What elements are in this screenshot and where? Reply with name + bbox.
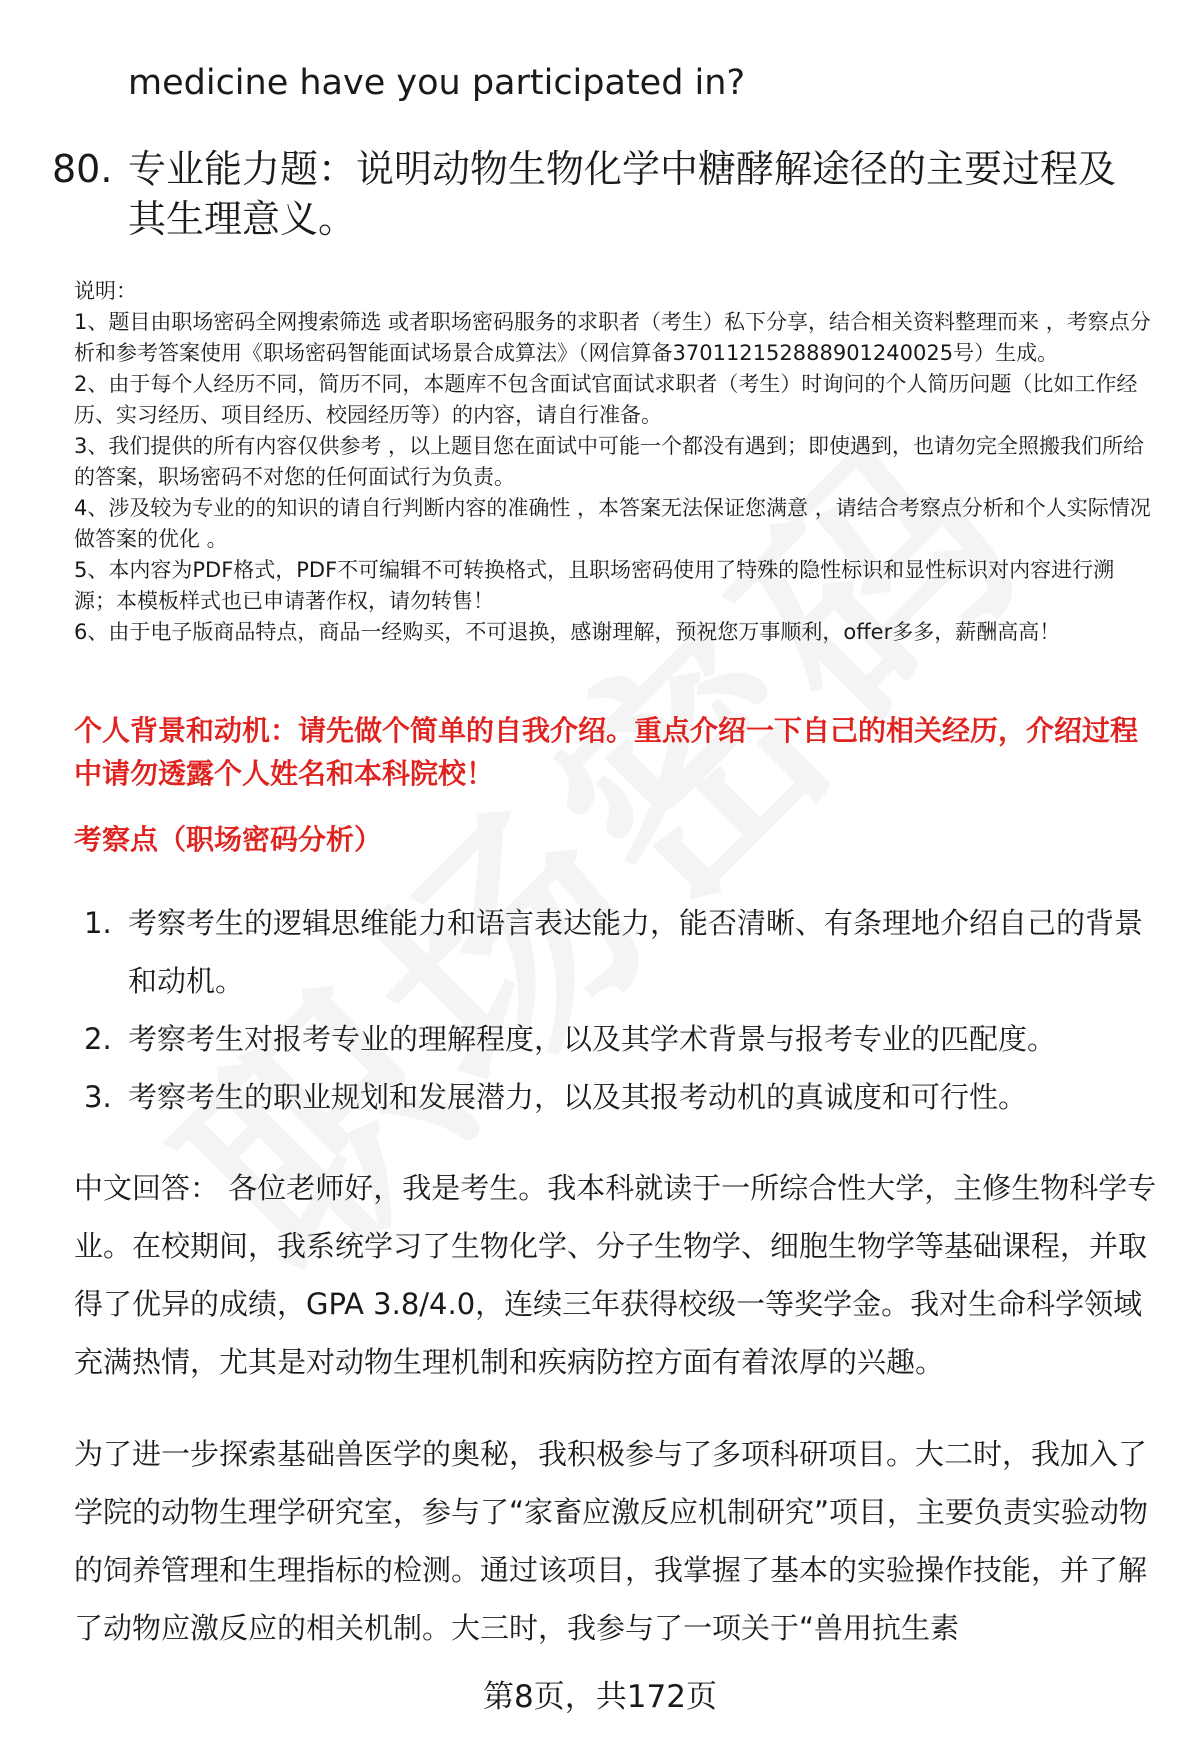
analysis-point	[74, 1010, 1154, 1068]
note-item: 1、题目由职场密码全网搜索筛选 或者职场密码服务的求职者（考生）私下分享，结合相关资料整理而来 ，考察点分析和参考答案使用《职场密码智能面试场景合成算法》（网信算备370112152888901240025号）生成。	[74, 310, 1151, 365]
analysis-point	[74, 1068, 1154, 1126]
note-item: 5、本内容为PDF格式，PDF不可编辑不可转换格式，且职场密码使用了特殊的隐性标识和显性标识对内容进行溯源；本模板样式也已申请著作权，请勿转售！	[74, 558, 1115, 613]
question-text: 专业能力题：说明动物生物化学中糖酵解途径的主要过程及其生理意义。	[128, 147, 1117, 241]
point-text: 考察考生的逻辑思维能力和语言表达能力，能否清晰、有条理地介绍自己的背景和动机。	[128, 906, 1144, 998]
notes-section	[74, 276, 1154, 648]
analysis-title: 考察点（职场密码分析）	[74, 823, 383, 856]
note-item: 3、我们提供的所有内容仅供参考 ，以上题目您在面试中可能一个都没有遇到；即使遇到，也请勿完全照搬我们所给的答案，职场密码不对您的任何面试行为负责。	[74, 434, 1145, 489]
point-text: 考察考生对报考专业的理解程度，以及其学术背景与报考专业的匹配度。	[128, 1022, 1057, 1056]
answer-section	[74, 1159, 1164, 1691]
point-number: 2.	[84, 1022, 112, 1056]
question-continuation: medicine have you participated in?	[128, 63, 746, 103]
point-number: 1.	[84, 906, 112, 940]
point-number: 3.	[84, 1080, 112, 1114]
notes-heading: 说明：	[74, 279, 137, 303]
answer-paragraph: 中文回答： 各位老师好，我是考生。我本科就读于一所综合性大学，主修生物科学专业。在校期间，我系统学习了生物化学、分子生物学、细胞生物学等基础课程，并取得了优异的成绩，GPA 3.8/4.0，连续三年获得校级一等奖学金。我对生命科学领域充满热情，尤其是对动物生理机制和疾病防控方面有着浓厚的兴趣。	[74, 1171, 1157, 1379]
note-item: 4、涉及较为专业的的知识的请自行判断内容的准确性 ，本答案无法保证您满意 ，请结合考察点分析和个人实际情况做答案的优化 。	[74, 496, 1151, 551]
analysis-point	[74, 894, 1154, 1010]
point-text: 考察考生的职业规划和发展潜力，以及其报考动机的真诚度和可行性。	[128, 1080, 1028, 1114]
background-prompt: 个人背景和动机：请先做个简单的自我介绍。重点介绍一下自己的相关经历，介绍过程中请勿透露个人姓名和本科院校！	[74, 714, 1139, 790]
note-item: 6、由于电子版商品特点，商品一经购买，不可退换，感谢理解，预祝您万事顺利，offer多多，薪酬高高！	[74, 620, 1061, 644]
question-number: 80.	[52, 147, 113, 191]
page-number: 第8页，共172页	[483, 1679, 717, 1715]
answer-paragraph: 为了进一步探索基础兽医学的奥秘，我积极参与了多项科研项目。大二时，我加入了学院的动物生理学研究室，参与了“家畜应激反应机制研究”项目，主要负责实验动物的饲养管理和生理指标的检测。通过该项目，我掌握了基本的实验操作技能，并了解了动物应激反应的相关机制。大三时，我参与了一项关于“兽用抗生素	[74, 1437, 1149, 1645]
analysis-points	[74, 894, 1154, 1126]
note-item: 2、由于每个人经历不同，简历不同，本题库不包含面试官面试求职者（考生）时询问的个人简历问题（比如工作经历、实习经历、项目经历、校园经历等）的内容，请自行准备。	[74, 372, 1138, 427]
